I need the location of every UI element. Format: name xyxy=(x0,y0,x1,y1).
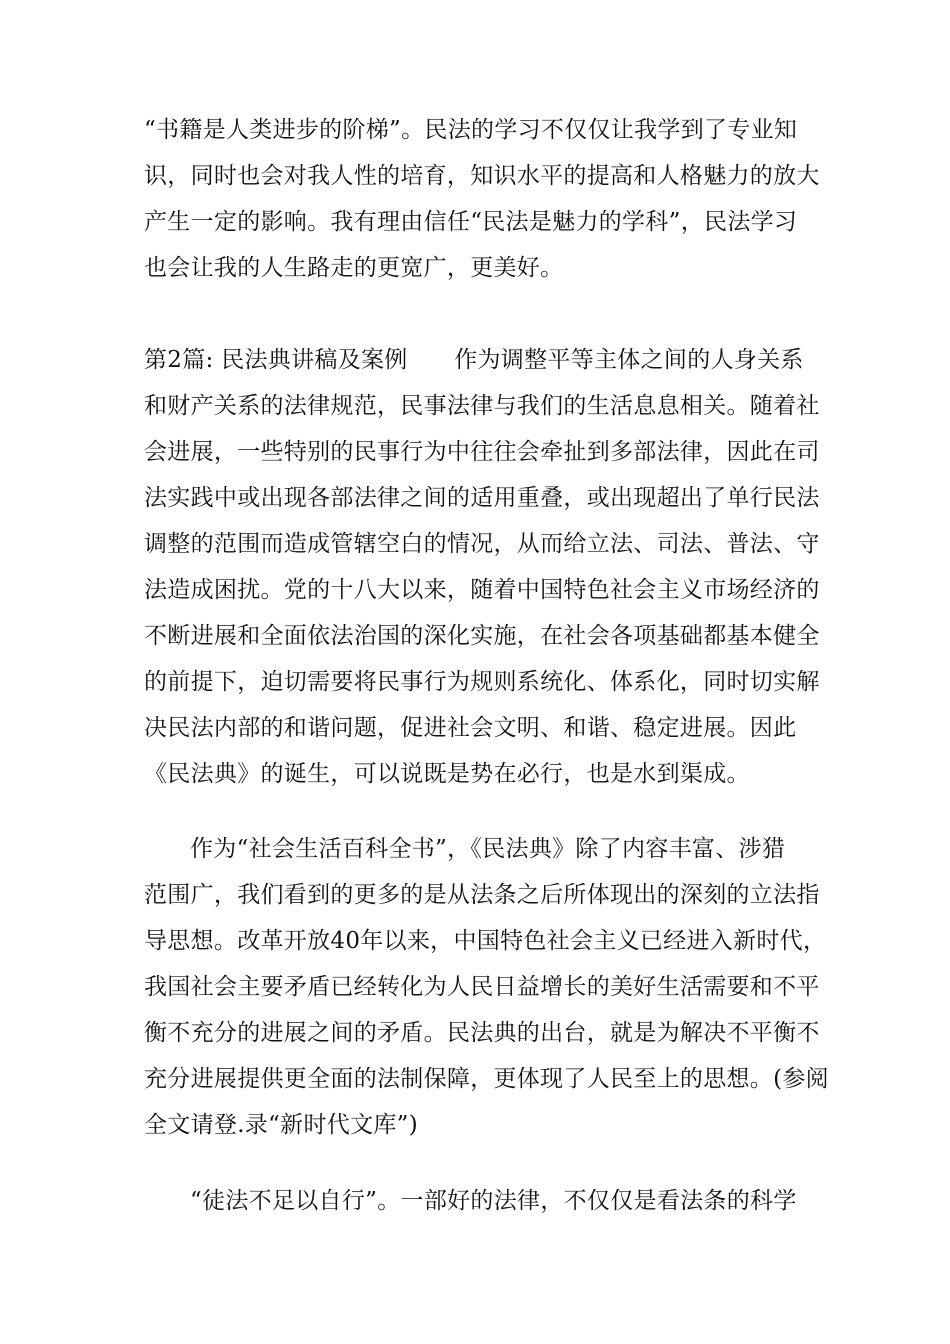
paragraph-line: 范围广，我们看到的更多的是从法条之后所体现出的深刻的立法指 xyxy=(144,882,820,908)
paragraph-line: 调整的范围而造成管辖空白的情况，从而给立法、司法、普法、守 xyxy=(144,531,820,557)
paragraph-law-alone xyxy=(144,1178,809,1224)
paragraph-line: 作为“社会生活百科全书”，《民法典》除了内容丰富、涉猎 xyxy=(190,836,786,862)
paragraph-line: 法实践中或出现各部法律之间的适用重叠，或出现超出了单行民法 xyxy=(144,485,820,511)
paragraph-line: 也会让我的人生路走的更宽广，更美好。 xyxy=(144,255,564,281)
paragraph-line: 充分进展提供更全面的法制保障，更体现了人民至上的思想。(参阅 xyxy=(144,1066,829,1092)
paragraph-line: 法造成困扰。党的十八大以来，随着中国特色社会主义市场经济的 xyxy=(144,577,820,603)
paragraph-line: 衡不充分的进展之间的矛盾。民法典的出台，就是为解决不平衡不 xyxy=(144,1020,820,1046)
paragraph-article-2 xyxy=(144,337,820,797)
paragraph-line: 识，同时也会对我人性的培育，知识水平的提高和人格魅力的放大 xyxy=(144,163,820,189)
paragraph-line: “书籍是人类进步的阶梯”。民法的学习不仅仅让我学到了专业知 xyxy=(144,117,798,143)
paragraph-line: 会进展，一些特别的民事行为中往往会牵扯到多部法律，因此在司 xyxy=(144,439,820,465)
paragraph-line: 我国社会主要矛盾已经转化为人民日益增长的美好生活需要和不平 xyxy=(144,974,820,1000)
paragraph-line: “徒法不足以自行”。一部好的法律，不仅仅是看法条的科学 xyxy=(190,1188,797,1214)
paragraph-book-ladder xyxy=(144,107,820,291)
paragraph-line: 和财产关系的法律规范，民事法律与我们的生活息息相关。随着社 xyxy=(144,393,820,419)
paragraph-line: 决民法内部的和谐问题，促进社会文明、和谐、稳定进展。因此 xyxy=(144,715,797,741)
paragraph-line: 全文请登.录“新时代文库”) xyxy=(144,1112,419,1138)
paragraph-line: 《民法典》的诞生，可以说既是势在必行，也是水到渠成。 xyxy=(144,761,750,787)
paragraph-line: 不断进展和全面依法治国的深化实施，在社会各项基础都基本健全 xyxy=(144,623,820,649)
paragraph-line: 第2篇: 民法典讲稿及案例 作为调整平等主体之间的人身关系 xyxy=(144,347,804,373)
paragraph-line: 产生一定的影响。我有理由信任“民法是魅力的学科”，民法学习 xyxy=(144,209,798,235)
paragraph-line: 导思想。改革开放40年以来，中国特色社会主义已经进入新时代， xyxy=(144,928,827,954)
paragraph-line: 的前提下，迫切需要将民事行为规则系统化、体系化，同时切实解 xyxy=(144,669,820,695)
paragraph-encyclopedia xyxy=(144,826,829,1148)
